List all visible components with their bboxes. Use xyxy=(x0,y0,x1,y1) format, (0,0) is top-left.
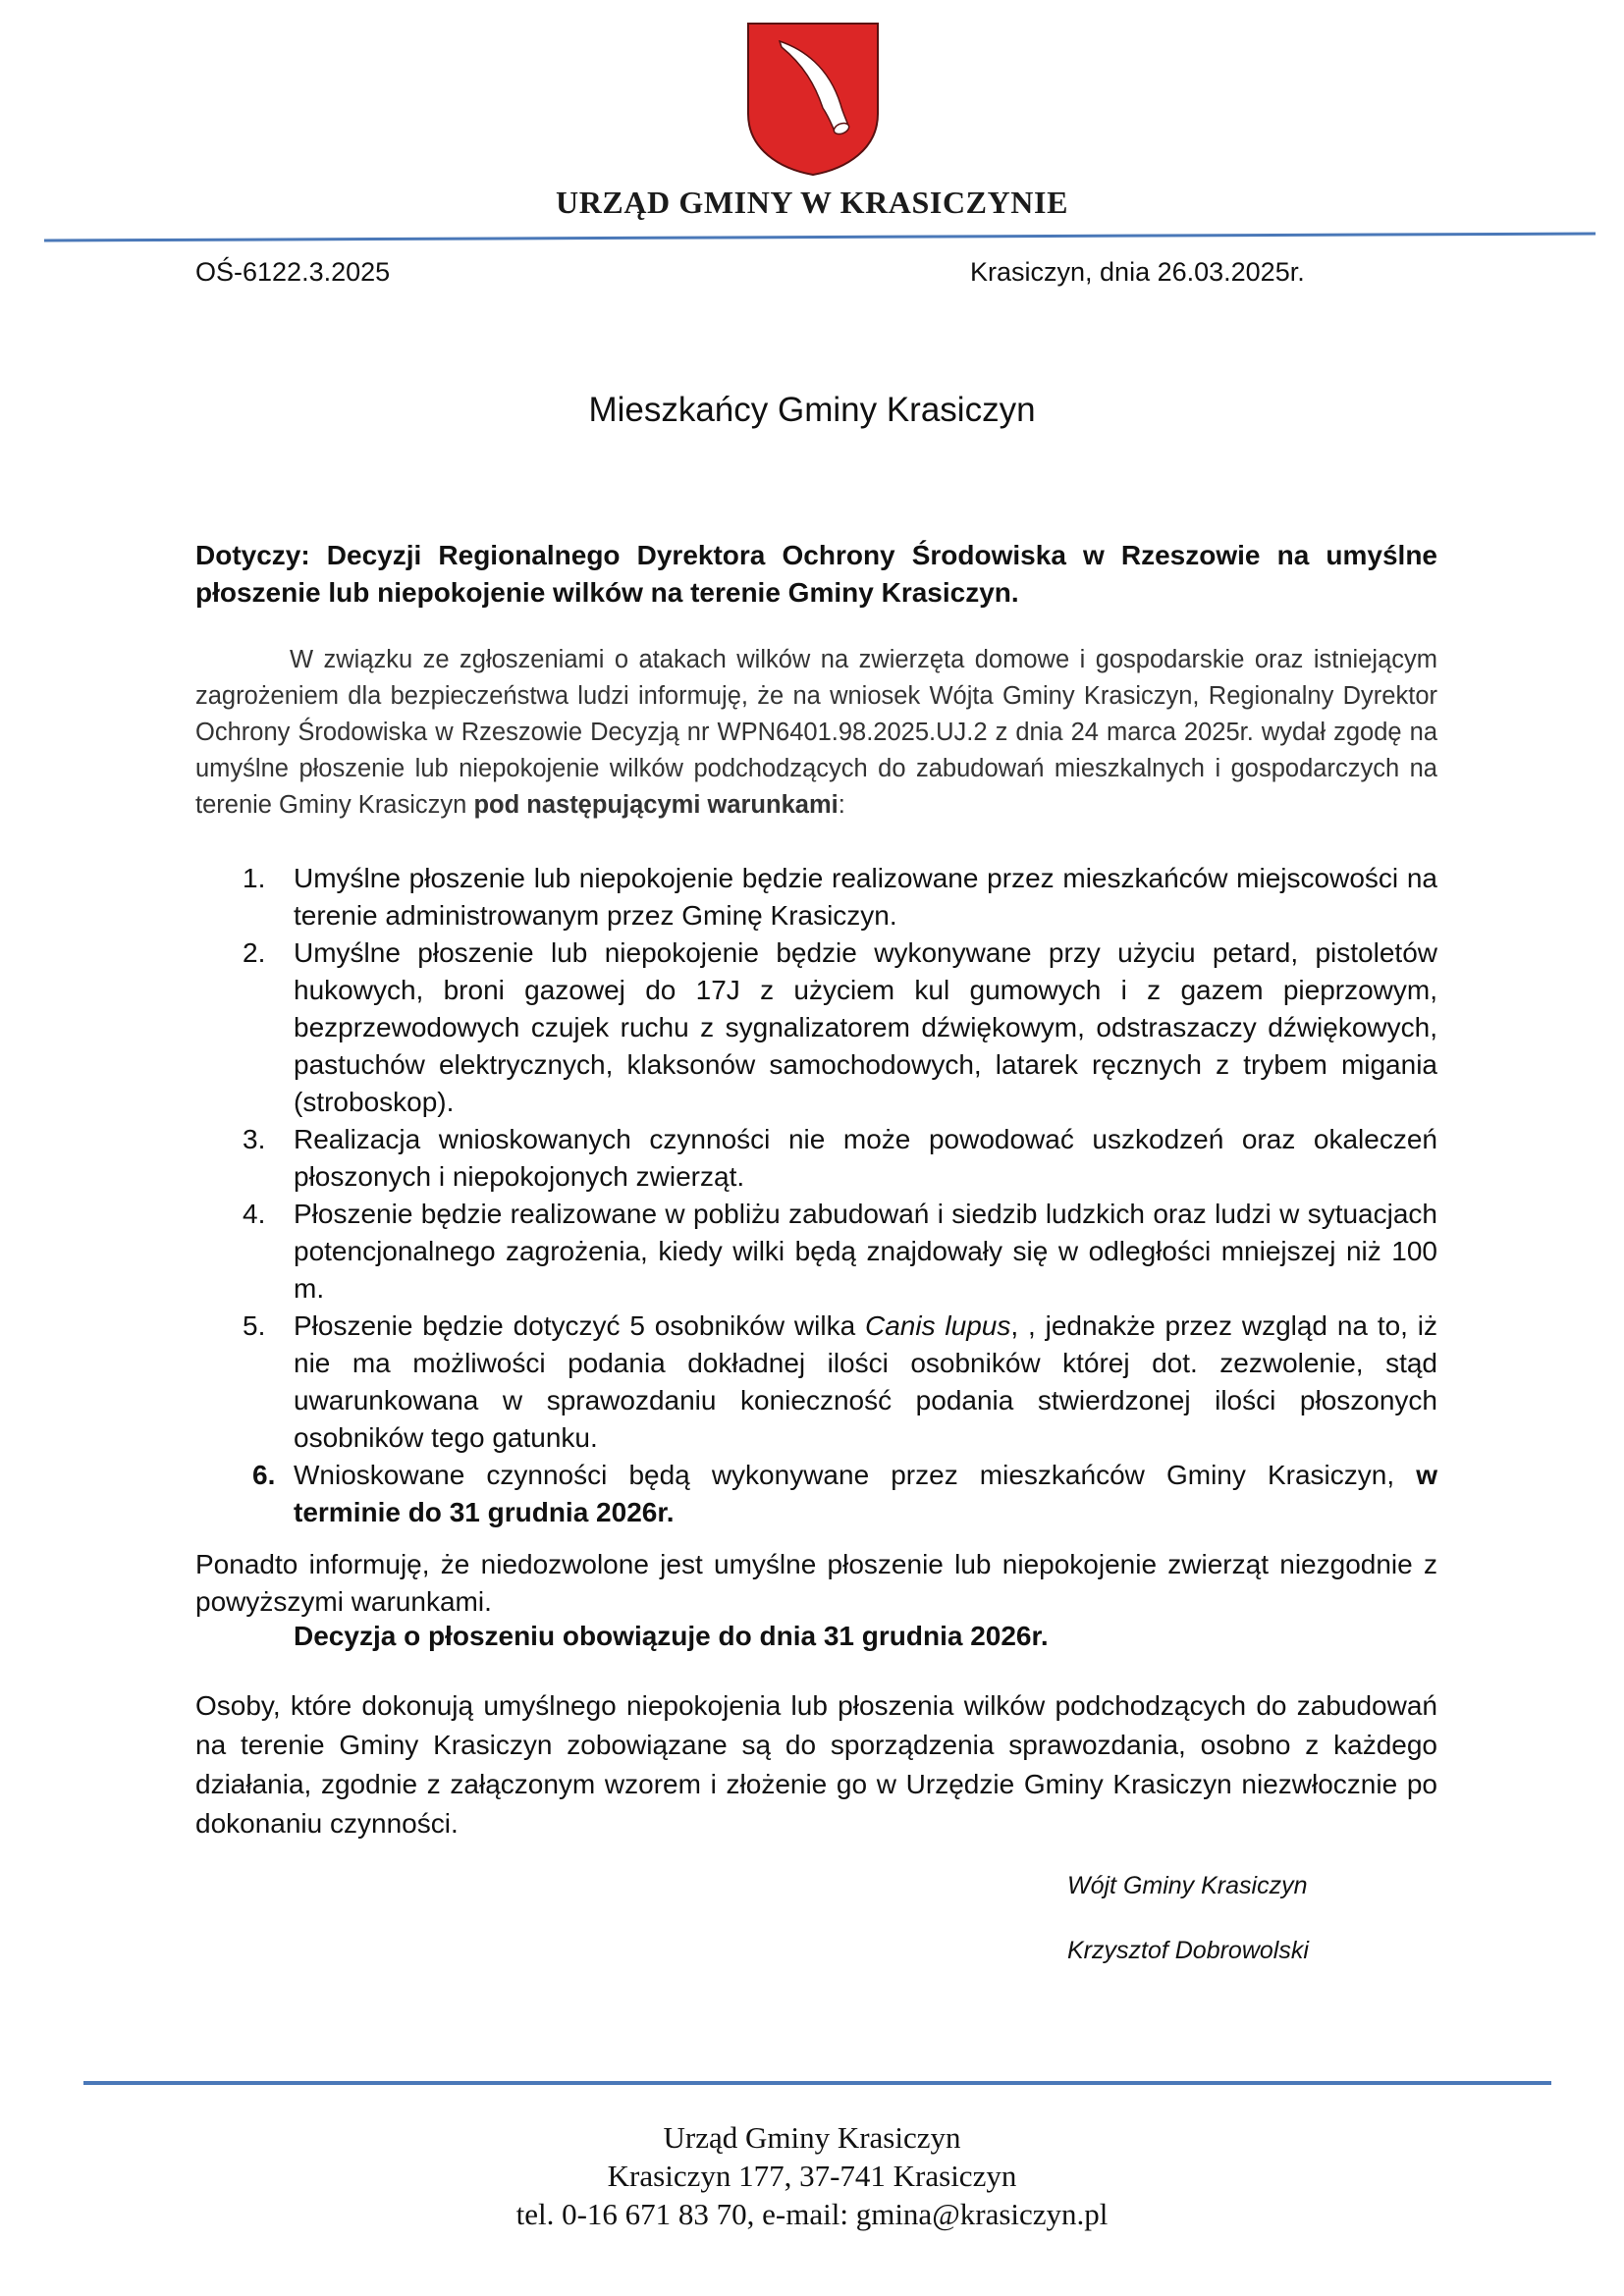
footer-contact: tel. 0-16 671 83 70, e-mail: gmina@krasiczyn.pl xyxy=(515,2197,1109,2231)
subject-line: Dotyczy: Decyzji Regionalnego Dyrektora Ochrony Środowiska w Rzeszowie na umyślne płoszenie lub niepokojenie wilków na terenie Gminy Krasiczyn. xyxy=(195,540,1437,608)
condition-item xyxy=(195,1457,1437,1531)
closing-paragraph: Osoby, które dokonują umyślnego niepokojenia lub płoszenia wilków podchodzących do zabudowań na terenie Gminy Krasiczyn zobowiązane są do sporządzenia sprawozdania, osobno z każdego działania, zgodnie z załączonym wzorem i złożenie go w Urzędzie Gminy Krasiczyn niezwłocznie po dokonaniu czynności. xyxy=(195,1690,1437,1839)
header-divider xyxy=(44,232,1596,243)
signature-name: Krzysztof Dobrowolski xyxy=(1067,1937,1309,1964)
condition-item xyxy=(195,934,1437,1121)
condition-species-name: Canis lupus xyxy=(865,1310,1011,1341)
condition-number: 2. xyxy=(243,937,266,968)
condition-number: 3. xyxy=(243,1124,266,1154)
intro-paragraph xyxy=(195,642,1437,824)
validity-statement: Decyzja o płoszeniu obowiązuje do dnia 31 grudnia 2026r. xyxy=(294,1621,1049,1651)
signature-role: Wójt Gminy Krasiczyn xyxy=(1067,1872,1308,1899)
condition-text: Umyślne płoszenie lub niepokojenie będzie realizowane przez mieszkańców miejscowości na terenie administrowanym przez Gminę Krasiczyn. xyxy=(294,863,1437,931)
condition-text: Płoszenie będzie dotyczyć 5 osobników wilka xyxy=(294,1310,865,1341)
condition-text: Płoszenie będzie realizowane w pobliżu zabudowań i siedzib ludzkich oraz ludzi w sytuacjach potencjonalnego zagrożenia, kiedy wilki będą znajdowały się w odległości mniejszej niż 100 m. xyxy=(294,1199,1437,1304)
place-date: Krasiczyn, dnia 26.03.2025r. xyxy=(970,257,1305,287)
reference-number: OŚ-6122.3.2025 xyxy=(195,257,391,287)
condition-text: Realizacja wnioskowanych czynności nie może powodować uszkodzeń oraz okaleczeń płoszonych i niepokojonych zwierząt. xyxy=(294,1124,1437,1192)
condition-text: Umyślne płoszenie lub niepokojenie będzie wykonywane przy użyciu petard, pistoletów hukowych, broni gazowej do 17J z użyciem kul gumowych i z gazem pieprzowym, bezprzewodowych czujek ruchu z sygnalizatorem dźwiękowym, odstraszaczy dźwiękowych, pastuchów elektrycznych, klaksonów samochodowych, latarek ręcznych z trybem migania (stroboskop). xyxy=(294,937,1437,1117)
conditions-list xyxy=(195,860,1437,1531)
intro-text: W związku ze zgłoszeniami o atakach wilków na zwierzęta domowe i gospodarskie oraz istniejącym zagrożeniem dla bezpieczeństwa ludzi informuję, że na wniosek Wójta Gminy Krasiczyn, Regionalny Dyrektor Ochrony Środowiska w Rzeszowie Decyzją nr WPN6401.98.2025.UJ.2 z dnia 24 marca 2025r. wydał zgodę na umyślne płoszenie lub niepokojenie wilków podchodzących do zabudowań mieszkalnych i gospodarczych na terenie Gminy Krasiczyn xyxy=(195,646,1437,819)
condition-item xyxy=(195,1308,1437,1457)
condition-number: 4. xyxy=(243,1199,266,1229)
condition-item xyxy=(195,1121,1437,1196)
footer-office-name: Urząd Gminy Krasiczyn xyxy=(663,2120,961,2155)
condition-deadline: w terminie do 31 grudnia 2026r. xyxy=(294,1460,1437,1527)
condition-text-continued: , , jednakże przez wzgląd na to, iż nie ma możliwości podania dokładnej ilości osobników której dot. zezwolenie, stąd uwarunkowana w sprawozdaniu konieczność podania stwierdzonej ilości płoszonych osobników tego gatunku. xyxy=(294,1310,1438,1453)
footer-divider xyxy=(83,2081,1551,2085)
condition-text: Wnioskowane czynności będą wykonywane przez mieszkańców Gminy Krasiczyn, xyxy=(294,1460,1417,1490)
footer-address: Krasiczyn 177, 37-741 Krasiczyn xyxy=(607,2159,1017,2193)
condition-item xyxy=(195,1196,1437,1308)
condition-number: 6. xyxy=(252,1460,276,1490)
addressee-heading: Mieszkańcy Gminy Krasiczyn xyxy=(588,391,1036,429)
coat-of-arms-icon xyxy=(744,20,882,179)
intro-bold-tail: pod następującymi warunkami xyxy=(473,791,839,819)
condition-number: 5. xyxy=(243,1310,266,1341)
condition-item xyxy=(195,860,1437,934)
intro-colon: : xyxy=(838,791,845,819)
additional-info-paragraph: Ponadto informuję, że niedozwolone jest umyślne płoszenie lub niepokojenie zwierząt niezgodnie z powyższymi warunkami. xyxy=(195,1549,1437,1617)
condition-number: 1. xyxy=(243,863,266,893)
office-title: URZĄD GMINY W KRASICZYNIE xyxy=(555,185,1069,220)
